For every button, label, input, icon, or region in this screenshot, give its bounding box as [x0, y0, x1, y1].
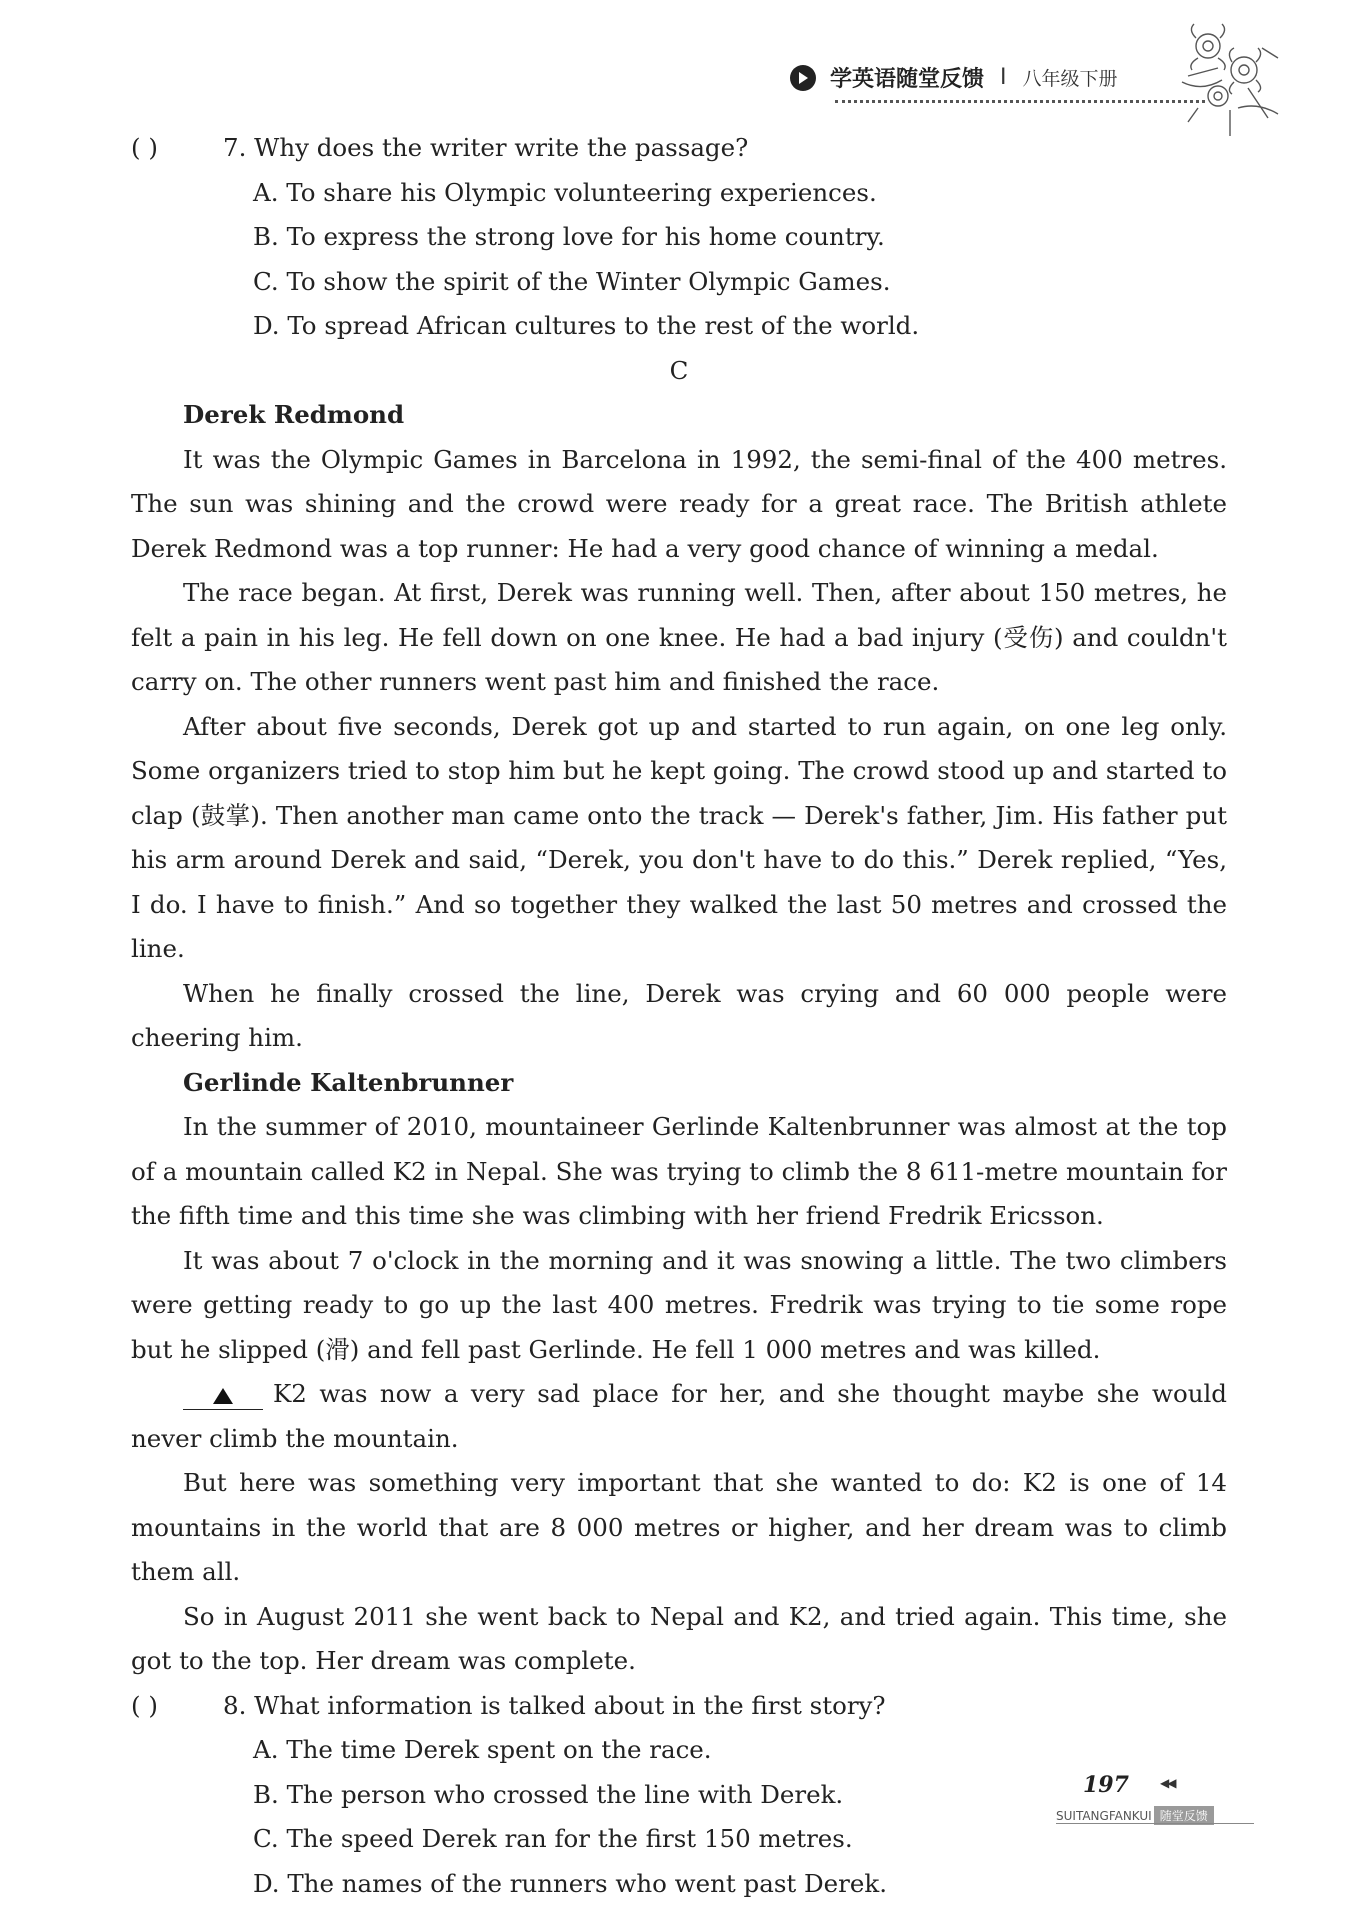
story-2-paragraph: So in August 2011 she went back to Nepal and K2, and tried again. This time, she got to the top. Her dream was complete. [131, 1595, 1227, 1684]
question-7-option-b: B. To express the strong love for his home country. [131, 215, 1227, 260]
question-8-option-d: D. The names of the runners who went past Derek. [131, 1862, 1227, 1906]
story-2-paragraph: In the summer of 2010, mountaineer Gerlinde Kaltenbrunner was almost at the top of a mountain called K2 in Nepal. She was trying to climb the 8 611-metre mountain for the fifth time and this time she was climbing with her friend Fredrik Ericsson. [131, 1105, 1227, 1239]
question-8 [131, 1684, 1227, 1729]
page-number: 197 [1083, 1772, 1129, 1798]
sentence-blank[interactable] [183, 1379, 263, 1410]
flower-sketch-icon [1178, 18, 1288, 138]
answer-blank-7[interactable]: ( ) [131, 126, 223, 171]
story-1-paragraph: It was the Olympic Games in Barcelona in 1992, the semi-final of the 400 metres. The sun was shining and the crowd were ready for a great race. The British athlete Derek Redmond was a top runner: He had a very good chance of winning a medal. [131, 438, 1227, 572]
double-arrow-icon: ◀◀ [1160, 1776, 1174, 1790]
question-7-stem: 7. Why does the writer write the passage? [223, 126, 748, 171]
story-2-title: Gerlinde Kaltenbrunner [131, 1061, 1227, 1106]
question-8-stem: 8. What information is talked about in the first story? [223, 1684, 886, 1729]
page-header [790, 62, 1118, 93]
question-7-option-a: A. To share his Olympic volunteering experiences. [131, 171, 1227, 216]
story-2-paragraph: It was about 7 o'clock in the morning and it was snowing a little. The two climbers were getting ready to go up the last 400 metres. Fredrik was trying to tie some rope but he slipped (滑) and fell past Gerlinde. He fell 1 000 metres and was killed. [131, 1239, 1227, 1373]
question-8-option-b: B. The person who crossed the line with Derek. [131, 1773, 1227, 1818]
story-1-paragraph: The race began. At first, Derek was running well. Then, after about 150 metres, he felt a pain in his leg. He fell down on one knee. He had a bad injury (受伤) and couldn't carry on. The other runners went past him and finished the race. [131, 571, 1227, 705]
question-7 [131, 126, 1227, 171]
story-2-paragraph: But here was something very important that she wanted to do: K2 is one of 14 mountains in the world that are 8 000 metres or higher, and her dream was to climb them all. [131, 1461, 1227, 1595]
section-heading: C [131, 349, 1227, 394]
question-7-option-c: C. To show the spirit of the Winter Olympic Games. [131, 260, 1227, 305]
header-dotted-rule [835, 100, 1205, 103]
header-separator: I [1000, 65, 1007, 90]
triangle-marker-icon [212, 1387, 234, 1405]
page-content [131, 126, 1227, 1906]
story-2-blank-paragraph [131, 1372, 1227, 1461]
question-7-option-d: D. To spread African cultures to the rest of the world. [131, 304, 1227, 349]
question-8-option-c: C. The speed Derek ran for the first 150 metres. [131, 1817, 1227, 1862]
blank-paragraph-text: K2 was now a very sad place for her, and she thought maybe she would never climb the mountain. [131, 1379, 1227, 1453]
book-grade: 八年级下册 [1023, 64, 1118, 91]
story-1-title: Derek Redmond [131, 393, 1227, 438]
footer-brand-text: SUITANGFANKUI [1056, 1809, 1152, 1823]
play-circle-icon [790, 65, 816, 91]
answer-blank-8[interactable]: ( ) [131, 1684, 223, 1729]
footer-badge: 随堂反馈 [1154, 1806, 1214, 1825]
book-title: 学英语随堂反馈 [830, 62, 984, 93]
story-1-paragraph: After about five seconds, Derek got up and started to run again, on one leg only. Some organizers tried to stop him but he kept going. The crowd stood up and started to clap (鼓掌). Then another man came onto the track — Derek's father, Jim. His father put his arm around Derek and said, “Derek, you don't have to do this.” Derek replied, “Yes, I do. I have to finish.” And so together they walked the last 50 metres and crossed the line. [131, 705, 1227, 972]
footer-rule [1056, 1823, 1254, 1824]
question-8-option-a: A. The time Derek spent on the race. [131, 1728, 1227, 1773]
story-1-paragraph: When he finally crossed the line, Derek was crying and 60 000 people were cheering him. [131, 972, 1227, 1061]
